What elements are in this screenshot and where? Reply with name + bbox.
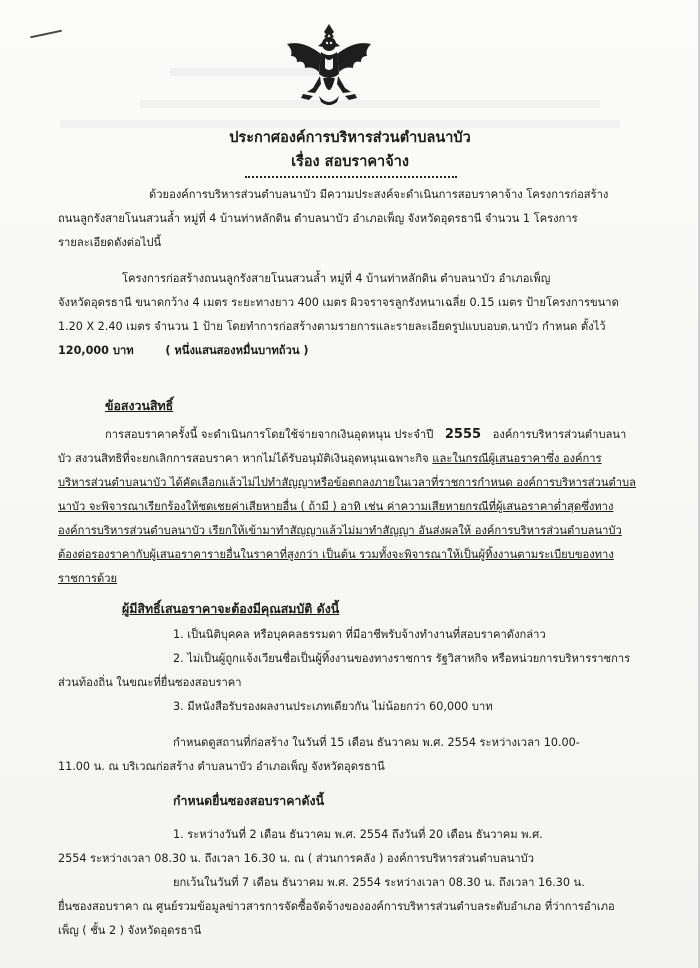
submission-heading: กำหนดยื่นซองสอบราคาดังนี้	[173, 793, 325, 808]
pen-mark	[30, 30, 62, 39]
dotted-divider	[245, 176, 457, 178]
project-line: โครงการก่อสร้างถนนลูกรังสายโนนสวนล้ำ หมู่ที่ 4 บ้านท่าหลักดิน ตำบลนาบัว อำเภอเพ็ญ	[122, 272, 551, 285]
project-amount	[58, 340, 308, 363]
submission-line: เพ็ญ ( ชั้น 2 ) จังหวัดอุดรธานี	[58, 924, 202, 937]
intro-line: ด้วยองค์การบริหารส่วนตำบลนาบัว มีความประสงค์จะดำเนินการสอบราคาจ้าง โครงการก่อสร้าง	[149, 188, 609, 201]
fiscal-year: 2555	[444, 427, 482, 442]
qualification-item: ส่วนท้องถิ่น ในขณะที่ยื่นซองสอบราคา	[58, 676, 242, 689]
reservation-line: บัว สงวนสิทธิที่จะยกเลิกการสอบราคา หากไม่ได้รับอนุมัติเงินอุดหนุนเฉพาะกิจ และในกรณีผู้เสนอราคาซึ่ง องค์การ	[58, 452, 602, 465]
reservation-heading: ข้อสงวนสิทธิ์	[105, 398, 174, 413]
budget-amount-words: ( หนึ่งแสนสองหมื่นบาทถ้วน )	[165, 344, 309, 357]
budget-amount: 120,000 บาท	[58, 344, 134, 357]
site-visit-line: 11.00 น. ณ บริเวณก่อสร้าง ตำบลนาบัว อำเภอเพ็ญ จังหวัดอุดรธานี	[58, 760, 385, 773]
project-line: จังหวัดอุดรธานี ขนาดกว้าง 4 เมตร ระยะทางยาว 400 เมตร ผิวจราจรลูกรังหนาเฉลี่ย 0.15 เมตร ป้ายโครงการขนาด	[58, 296, 619, 309]
document-title: ประกาศองค์การบริหารส่วนตำบลนาบัว	[229, 130, 471, 146]
qualification-item: 1. เป็นนิติบุคคล หรือบุคคลธรรมดา ที่มีอาชีพรับจ้างทำงานที่สอบราคาดังกล่าว	[173, 628, 546, 641]
reservation-line: ราชการด้วย	[58, 572, 118, 585]
intro-line: รายละเอียดดังต่อไปนี้	[58, 236, 162, 249]
qualification-item: 3. มีหนังสือรับรองผลงานประเภทเดียวกัน ไม่น้อยกว่า 60,000 บาท	[173, 700, 493, 713]
submission-line: ยื่นซองสอบราคา ณ ศูนย์รวมข้อมูลข่าวสารการจัดซื้อจัดจ้างขององค์การบริหารส่วนตำบลระดับอำเภอ ที่ว่าการอำเภอ	[58, 900, 615, 913]
reservation-line: องค์การบริหารส่วนตำบลนาบัว เรียกให้เข้ามาทำสัญญาแล้วไม่มาทำสัญญา อันส่งผลให้ องค์การบริหารส่วนตำบลนาบัว	[58, 524, 622, 537]
project-line: 1.20 X 2.40 เมตร จำนวน 1 ป้าย โดยทำการก่อสร้างตามรายการและรายละเอียดรูปแบบอบต.นาบัว กำหนด ตั้งไว้	[58, 320, 606, 333]
reservation-line: ต้องต่อรองราคากับผู้เสนอราคารายอื่นในราคาที่สูงกว่า เป็นต้น รวมทั้งจะพิจารณาให้เป็นผู้ทิ้งงานตามระเบียบของทาง	[58, 548, 614, 561]
qualification-item: 2. ไม่เป็นผู้ถูกแจ้งเวียนชื่อเป็นผู้ทิ้งงานของทางราชการ รัฐวิสาหกิจ หรือหน่วยการบริหารราชการ	[173, 652, 631, 665]
submission-line: ยกเว้นในวันที่ 7 เดือน ธันวาคม พ.ศ. 2554 ระหว่างเวลา 08.30 น. ถึงเวลา 16.30 น.	[173, 876, 585, 889]
garuda-emblem-icon	[283, 22, 375, 110]
submission-line: 2554 ระหว่างเวลา 08.30 น. ถึงเวลา 16.30 น. ณ ( ส่วนการคลัง ) องค์การบริหารส่วนตำบลนาบัว	[58, 852, 535, 865]
reservation-line: นาบัว จะพิจารณาเรียกร้องให้ชดเชยค่าเสียหายอื่น ( ถ้ามี ) อาทิ เช่น ค่าความเสียหายกรณีที่ผู้เสนอราคาต่ำสุดซึ่งทาง	[58, 500, 614, 513]
reservation-line: การสอบราคาครั้งนี้ จะดำเนินการโดยใช้จ่ายจากเงินอุดหนุน ประจำปี 2555 องค์การบริหารส่วนตำบลนา	[105, 427, 627, 442]
intro-line: ถนนลูกรังสายโนนสวนล้ำ หมู่ที่ 4 บ้านท่าหลักดิน ตำบลนาบัว อำเภอเพ็ญ จังหวัดอุดรธานี จำนวน 1 โครงการ	[58, 212, 578, 225]
reservation-line: บริหารส่วนตำบลนาบัว ได้คัดเลือกแล้วไม่ไปทำสัญญาหรือข้อตกลงภายในเวลาที่ราชการกำหนด องค์การบริหารส่วนตำบล	[58, 476, 637, 489]
qualifications-heading: ผู้มีสิทธิ์เสนอราคาจะต้องมีคุณสมบัติ ดังนี้	[122, 601, 340, 616]
submission-line: 1. ระหว่างวันที่ 2 เดือน ธันวาคม พ.ศ. 2554 ถึงวันที่ 20 เดือน ธันวาคม พ.ศ.	[173, 828, 543, 841]
document-subject: เรื่อง สอบราคาจ้าง	[291, 154, 409, 170]
site-visit-line: กำหนดดูสถานที่ก่อสร้าง ในวันที่ 15 เดือน ธันวาคม พ.ศ. 2554 ระหว่างเวลา 10.00-	[173, 736, 580, 749]
